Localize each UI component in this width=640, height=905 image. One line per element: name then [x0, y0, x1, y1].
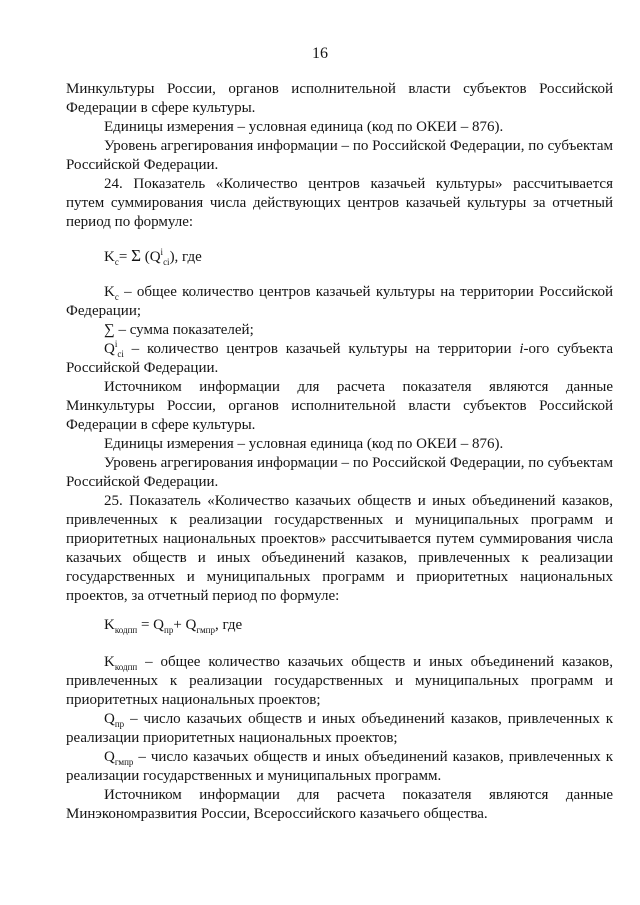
- formula-text: , где: [214, 617, 243, 633]
- definition-kc: [66, 283, 613, 321]
- definition-sum: [66, 321, 613, 340]
- def-text: – количество центров казачьей культуры на территории: [123, 341, 520, 357]
- def-subscript: кодпп: [114, 662, 138, 672]
- def-symbol: K: [104, 654, 115, 670]
- paragraph-indicator-24: 24. Показатель «Количество центров казачьей культуры» рассчитывается путем суммирования числа действующих центров казачьей культуры за отчетный период по формуле:: [66, 176, 613, 230]
- paragraph: Минкультуры России, органов исполнительной власти субъектов Российской Федерации в сфере культуры.: [66, 81, 613, 116]
- def-text: – число казачьих обществ и иных объединений казаков, привлеченных к реализации государственных и муниципальных программ.: [66, 749, 613, 784]
- definition-qgmpr: [66, 748, 613, 786]
- formula-superscript: i: [160, 247, 164, 257]
- def-text: – сумма показателей;: [114, 322, 254, 338]
- definition-qci: [66, 340, 613, 378]
- def-subscript: пр: [114, 719, 125, 729]
- formula-subscript: пр: [164, 625, 174, 635]
- formula-subscript: ci: [163, 257, 170, 267]
- formula-symbol: K: [104, 249, 115, 265]
- def-symbol: ∑: [104, 322, 115, 338]
- def-subscript: гмпр: [114, 757, 134, 767]
- paragraph: Единицы измерения – условная единица (код по ОКЕИ – 876).: [104, 119, 504, 135]
- paragraph: Единицы измерения – условная единица (код по ОКЕИ – 876).: [104, 436, 504, 452]
- def-subscript: ci: [117, 349, 124, 359]
- def-text: – общее количество центров казачьей культуры на территории Российской Федерации;: [66, 284, 613, 319]
- formula-subscript: c: [114, 257, 119, 267]
- def-symbol: Q: [104, 341, 115, 357]
- formula-2: [104, 616, 613, 635]
- formula-symbol: K: [104, 617, 115, 633]
- definition-kodpp: [66, 653, 613, 710]
- sigma-symbol: Σ: [131, 246, 141, 265]
- formula-subscript: кодпп: [114, 625, 138, 635]
- def-italic: i: [519, 341, 524, 357]
- def-text: – число казачьих обществ и иных объединений казаков, привлеченных к реализации приоритетных национальных проектов;: [66, 711, 613, 746]
- paragraph-source-2: Источником информации для расчета показателя являются данные Минэкономразвития России, Всероссийского казачьего общества.: [66, 787, 613, 822]
- formula-text: (Q: [140, 249, 161, 265]
- formula-text: + Q: [173, 617, 197, 633]
- formula-1: [104, 246, 613, 267]
- def-symbol: K: [104, 284, 115, 300]
- def-text: – общее количество казачьих обществ и иных объединений казаков, привлеченных к реализации государственных и муниципальных программ и приоритетных национальных проектов;: [66, 654, 613, 708]
- page-number: 16: [312, 45, 328, 62]
- def-superscript: i: [114, 339, 118, 349]
- document-body: [66, 80, 613, 824]
- formula-text: ), где: [169, 249, 202, 265]
- def-subscript: c: [114, 292, 119, 302]
- formula-subscript: гмпр: [196, 625, 215, 635]
- formula-text: =: [118, 249, 132, 265]
- def-symbol: Q: [104, 711, 115, 727]
- formula-text: = Q: [137, 617, 165, 633]
- paragraph: Уровень агрегирования информации – по Российской Федерации, по субъектам Российской Федерации.: [66, 138, 613, 173]
- definition-qpr: [66, 710, 613, 748]
- paragraph-source: Источником информации для расчета показателя являются данные Минкультуры России, органов исполнительной власти субъектов Российской Федерации в сфере культуры.: [66, 379, 613, 433]
- def-text: -ого субъекта Российской Федерации.: [66, 341, 614, 376]
- paragraph: Уровень агрегирования информации – по Российской Федерации, по субъектам Российской Федерации.: [66, 455, 613, 490]
- def-symbol: Q: [104, 749, 115, 765]
- paragraph-indicator-25: 25. Показатель «Количество казачьих обществ и иных объединений казаков, привлеченных к реализации государственных и муниципальных программ и приоритетных национальных проектов» рассчитывается путем суммирования числа казачьих обществ и иных объединений казаков, привлеченных к реализации государственных и муниципальных программ и приоритетных национальных проектов, за отчетный период по формуле:: [66, 493, 613, 604]
